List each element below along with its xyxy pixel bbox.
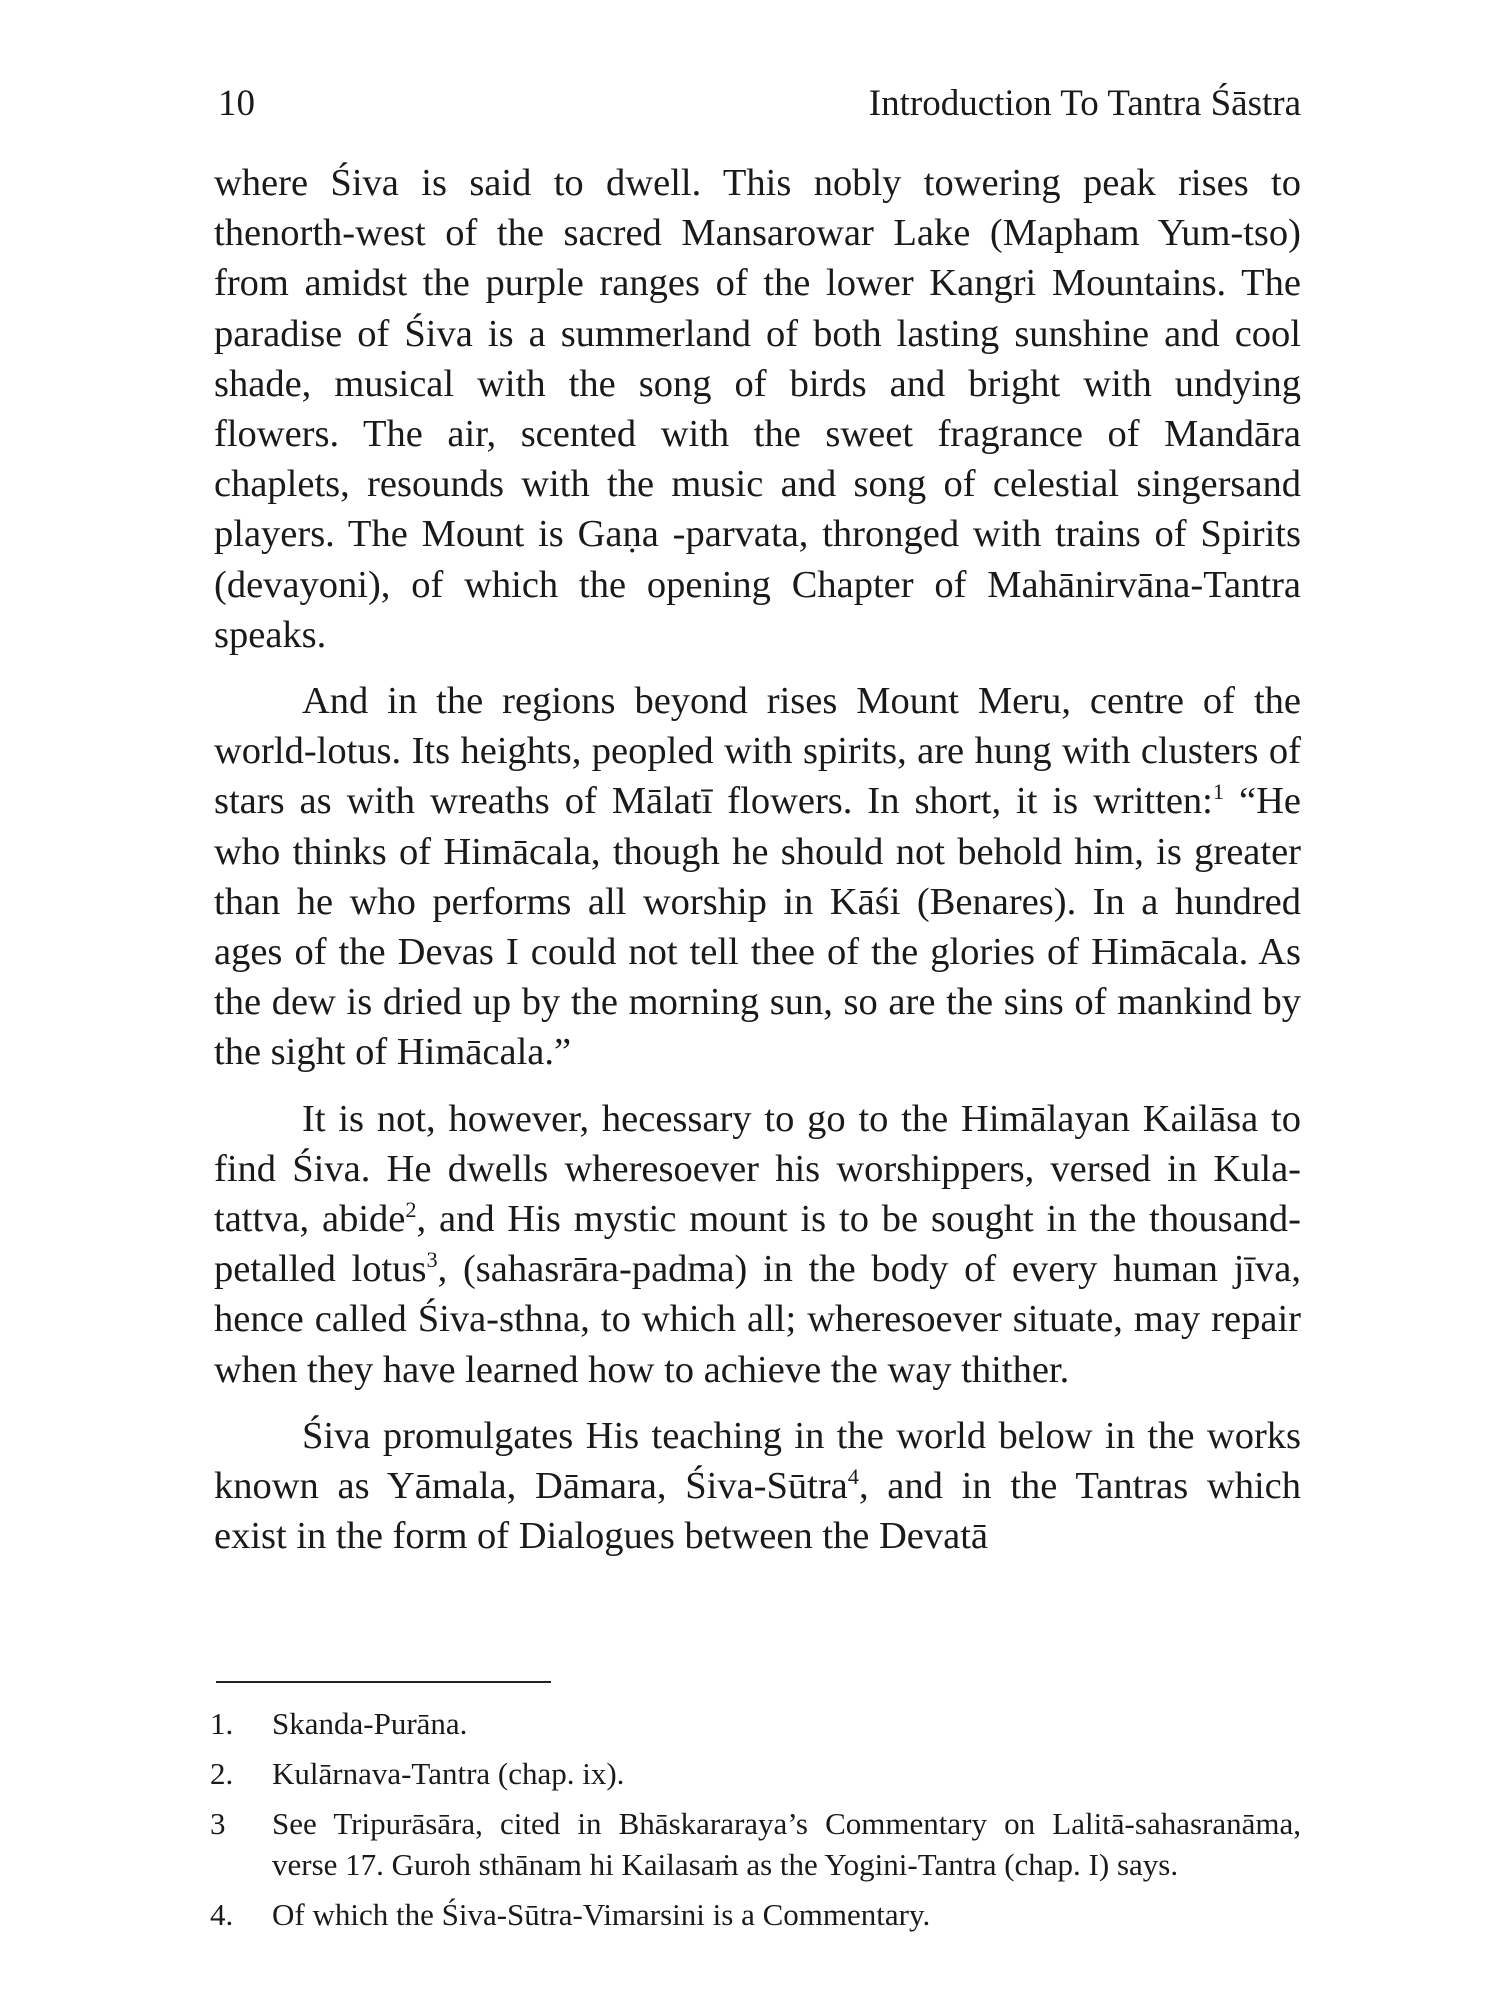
footnote-number: 3 [210, 1806, 226, 1841]
footnote-number: 1. [210, 1706, 234, 1741]
footnote-text: Kulārnava-Tantra (chap. ix). [272, 1756, 625, 1791]
paragraph-text: And in the regions beyond rises Mount Meru, centre of the world-lotus. Its heights, peopled with spirits, are hung with clusters of stars as with wreaths of Mālatī flowers. In short, it is written: [214, 680, 1301, 823]
paragraph-continuation: where Śiva is said to dwell. This nobly towering peak rises to thenorth-west of the sacred Mansarowar Lake (Mapham Yum-tso) from amidst the purple ranges of the lower Kangri Mountains. The paradise of Śiva is a summerland of both lasting sunshine and cool shade, musical with the song of birds and bright with undying flowers. The air, scented with the sweet fragrance of Mandāra chaplets, resounds with the music and song of celestial singersand players. The Mount is Gaṇa -parvata, thronged with trains of Spirits (devayoni), of which the opening Chapter of Mahānirvāna-Tantra speaks. [214, 162, 1301, 656]
footnote-2 [210, 1753, 1301, 1794]
body-text [214, 158, 1301, 1561]
footnote-divider [216, 1681, 551, 1683]
running-title: Introduction To Tantra Śāstra [868, 83, 1301, 124]
footnote-3 [210, 1803, 1301, 1885]
paragraph-kailasa [214, 1094, 1301, 1395]
paragraph-text: “He who thinks of Himācala, though he should not behold him, is greater than he who performs all worship in Kāśi (Benares). In a hundred ages of the Devas I could not tell thee of the glories of Himācala. As the dew is dried up by the morning sun, so are the sins of mankind by the sight of Himācala.” [214, 780, 1301, 1074]
paragraph-text: , and His mystic mount is to be sought in the thousand-petalled lotus [214, 1198, 1301, 1291]
footnote-ref-3: 3 [426, 1247, 438, 1273]
footnote-4 [210, 1894, 1301, 1935]
paragraph-text: It is not, however, hecessary to go to the Himālayan Kailāsa to find Śiva. He dwells wheresoever his worshippers, versed in Kula-tattva, abide [214, 1097, 1301, 1241]
page-number: 10 [218, 83, 255, 124]
footnote-ref-1: 1 [1212, 779, 1225, 805]
footnote-number: 2. [210, 1756, 234, 1791]
paragraph-mount-meru [214, 676, 1301, 1078]
paragraph-text: , and in the Tantras which exist in the form of Dialogues between the Devatā [214, 1465, 1302, 1558]
footnote-ref-2: 2 [405, 1197, 417, 1223]
footnote-text: Of which the Śiva-Sūtra-Vimarsini is a Commentary. [272, 1897, 931, 1932]
footnote-text: Skanda-Purāna. [272, 1706, 468, 1741]
footnote-ref-4: 4 [847, 1464, 859, 1490]
paragraph-teaching [214, 1411, 1301, 1562]
footnote-1 [210, 1703, 1301, 1744]
page-header [218, 78, 1301, 130]
footnote-number: 4. [210, 1897, 234, 1932]
footnotes [210, 1703, 1301, 1944]
footnote-text: See Tripurāsāra, cited in Bhāskararaya’s Commentary on Lalitā-sahasranāma, verse 17. Guroh sthānam hi Kailasaṁ as the Yogini-Tantra (chap. I) says. [272, 1806, 1301, 1882]
paragraph-text: , (sahasrāra-padma) in the body of every human jīva, hence called Śiva-sthna, to which all; wheresoever situate, may repair when they have learned how to achieve the way thither. [214, 1248, 1301, 1391]
paragraph-text: Śiva promulgates His teaching in the world below in the works known as Yāmala, Dāmara, Śiva-Sūtra [214, 1414, 1301, 1508]
